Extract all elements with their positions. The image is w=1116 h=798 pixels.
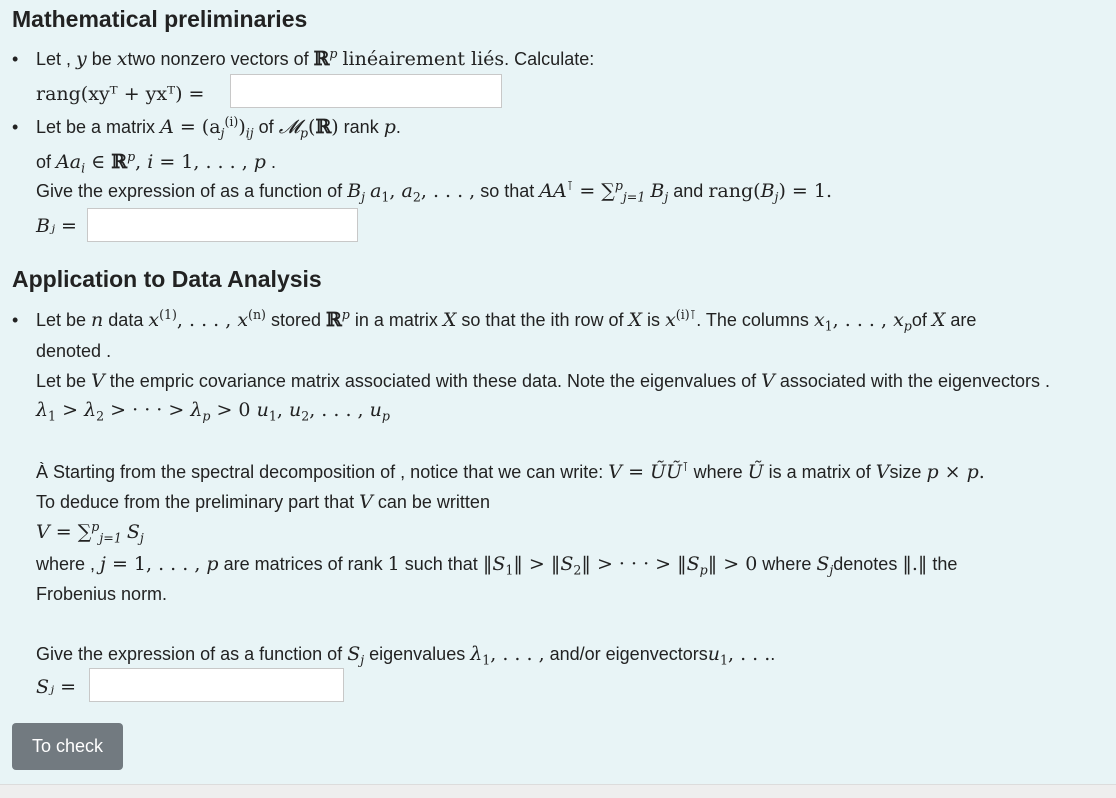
- part1-sum-formula: V = ∑$^p_{j=1}$ $S_j$: [36, 519, 144, 546]
- part1-line-2: To deduce from the preliminary part that V can be written: [36, 491, 490, 513]
- bullet: •: [12, 310, 19, 330]
- eigenvalue-ordering: $\lambda_1 > \lambda_2$ > · · · > $\lambda_p > 0$ $u_1$, $u_2$, . . . , $u_p$: [36, 399, 390, 424]
- analysis-item-1: Let be n data $x^{(1)}$, . . . , $x^{(n)}$ stored ℝ$^p$ in a matrix X so that the ith row of X is $x^{(i)⊺}$. The columns $x_1$, . . . , $x_pof$ X are: [36, 307, 977, 334]
- bj-answer-input[interactable]: [87, 208, 358, 242]
- bj-answer-label: Bⱼ =: [36, 215, 77, 237]
- bullet: •: [12, 117, 19, 137]
- prelim-item-2: Let be a matrix $A = (a_j^{(i)})_{ij}$ of 𝓜$_p$(ℝ) rank p.: [36, 114, 401, 141]
- prelim-item-1: Let , y be xtwo nonzero vectors of ℝ$^p$ linéairement liés. Calculate:: [36, 46, 595, 70]
- section-title-preliminaries: Mathematical preliminaries: [12, 6, 308, 32]
- bullet: •: [12, 49, 19, 69]
- prelim-item-2-line-3: Give the expression of as a function of $B_j$ $a_1$, $a_2$, . . . , so that AA⊺ = ∑$^p_{j=1}$ $B_j$ and $rang(B_j) = 1$.: [36, 178, 832, 205]
- part1-line-1: À Starting from the spectral decomposition of , notice that we can write: V = ŨŨ⊺ where Ũ is a matrix of Vsize p × p.: [36, 459, 985, 483]
- part1-line-5: Frobenius norm.: [36, 584, 168, 604]
- section-title-data-analysis: Application to Data Analysis: [12, 266, 322, 292]
- rank-answer-input[interactable]: [230, 74, 502, 108]
- page-footer-divider: [0, 784, 1116, 798]
- part1-line-4: where , j = 1, . . . , p are matrices of rank 1 such that $‖S_1‖$ > $‖S_2‖$ > · · · > $‖S_p‖ > 0$ where $S_jdenotes$ ‖.‖ the: [36, 553, 958, 578]
- sj-answer-label: Sⱼ =: [36, 676, 76, 698]
- analysis-item-1-line-2: denoted .: [36, 341, 112, 361]
- analysis-item-1-line-3: Let be V the empric covariance matrix associated with these data. Note the eigenvalues of V associated with the eigenvectors .: [36, 370, 1051, 392]
- part2-line-1: Give the expression of as a function of $S_j$ eigenvalues $\lambda_1$, . . . , and/or eigenvectorsu$_1$, . . ..: [36, 643, 776, 668]
- rank-answer-label: rang(xyᵀ + yxᵀ) =: [36, 83, 205, 105]
- prelim-item-2-line-2: of $Aa_i$ ∈ ℝ$^p$, i = 1, . . . , p .: [36, 149, 276, 176]
- check-button[interactable]: To check: [12, 723, 123, 770]
- sj-answer-input[interactable]: [89, 668, 344, 702]
